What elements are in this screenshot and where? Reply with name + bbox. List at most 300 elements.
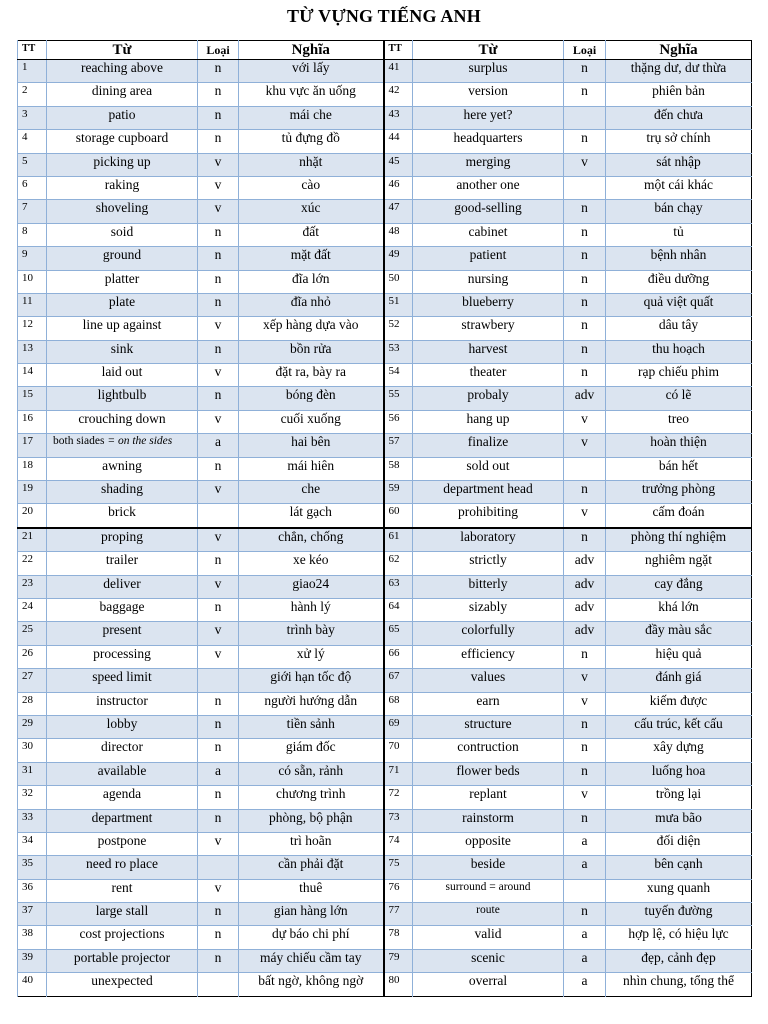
entry-type: v xyxy=(198,176,239,199)
entry-type: n xyxy=(198,903,239,926)
entry-meaning: dự báo chi phí xyxy=(239,926,384,949)
entry-type: v xyxy=(564,410,606,433)
entry-word: processing xyxy=(47,645,198,668)
entry-type: n xyxy=(198,457,239,480)
entry-number: 32 xyxy=(18,786,47,809)
entry-meaning: khu vực ăn uống xyxy=(239,83,384,106)
entry-number: 58 xyxy=(384,457,413,480)
header-type: Loại xyxy=(198,41,239,60)
entry-word: opposite xyxy=(413,832,564,855)
table-header-row xyxy=(18,41,752,60)
entry-type: v xyxy=(198,645,239,668)
entry-meaning: một cái khác xyxy=(606,176,752,199)
entry-meaning: đánh giá xyxy=(606,669,752,692)
entry-word: surround = around xyxy=(413,879,564,902)
table-row xyxy=(18,832,752,855)
entry-type: v xyxy=(564,692,606,715)
entry-meaning: lát gạch xyxy=(239,504,384,528)
entry-meaning: hai bên xyxy=(239,434,384,457)
entry-number: 51 xyxy=(384,293,413,316)
table-row xyxy=(18,856,752,879)
entry-number: 9 xyxy=(18,247,47,270)
entry-number: 33 xyxy=(18,809,47,832)
entry-type: n xyxy=(198,293,239,316)
entry-number: 67 xyxy=(384,669,413,692)
entry-type: adv xyxy=(564,622,606,645)
entry-number: 23 xyxy=(18,575,47,598)
entry-meaning: tiền sảnh xyxy=(239,715,384,738)
entry-word: valid xyxy=(413,926,564,949)
entry-meaning: máy chiếu cầm tay xyxy=(239,949,384,972)
table-row xyxy=(18,879,752,902)
entry-word: plate xyxy=(47,293,198,316)
table-row xyxy=(18,645,752,668)
entry-meaning: giám đốc xyxy=(239,739,384,762)
entry-type: v xyxy=(198,528,239,552)
entry-type: adv xyxy=(564,575,606,598)
entry-meaning: nhìn chung, tổng thể xyxy=(606,973,752,996)
header-word: Từ xyxy=(413,41,564,60)
entry-number: 45 xyxy=(384,153,413,176)
entry-word: sold out xyxy=(413,457,564,480)
entry-meaning: mặt đất xyxy=(239,247,384,270)
entry-type: a xyxy=(198,762,239,785)
entry-meaning: thu hoạch xyxy=(606,340,752,363)
entry-meaning: trình bày xyxy=(239,622,384,645)
entry-word: scenic xyxy=(413,949,564,972)
entry-meaning: đĩa nhỏ xyxy=(239,293,384,316)
entry-type: n xyxy=(564,270,606,293)
entry-type: n xyxy=(564,739,606,762)
entry-type: n xyxy=(564,130,606,153)
table-row xyxy=(18,973,752,996)
entry-word: platter xyxy=(47,270,198,293)
entry-number: 56 xyxy=(384,410,413,433)
entry-word: large stall xyxy=(47,903,198,926)
entry-type: v xyxy=(564,504,606,528)
entry-word: beside xyxy=(413,856,564,879)
entry-type: adv xyxy=(564,598,606,621)
entry-type: n xyxy=(564,223,606,246)
entry-meaning: giao24 xyxy=(239,575,384,598)
header-tt: TT xyxy=(18,41,47,60)
entry-number: 53 xyxy=(384,340,413,363)
entry-word: reaching above xyxy=(47,60,198,83)
entry-word: lobby xyxy=(47,715,198,738)
entry-meaning: giới hạn tốc độ xyxy=(239,669,384,692)
header-tt: TT xyxy=(384,41,413,60)
table-row xyxy=(18,200,752,223)
entry-meaning: bất ngờ, không ngờ xyxy=(239,973,384,996)
entry-number: 20 xyxy=(18,504,47,528)
entry-type: n xyxy=(564,293,606,316)
entry-meaning: đặt ra, bày ra xyxy=(239,364,384,387)
entry-word: storage cupboard xyxy=(47,130,198,153)
entry-type: a xyxy=(564,973,606,996)
entry-number: 74 xyxy=(384,832,413,855)
entry-meaning: phiên bản xyxy=(606,83,752,106)
entry-word: picking up xyxy=(47,153,198,176)
entry-word: structure xyxy=(413,715,564,738)
entry-type: v xyxy=(198,364,239,387)
entry-type: v xyxy=(564,434,606,457)
entry-number: 68 xyxy=(384,692,413,715)
entry-type: n xyxy=(198,130,239,153)
entry-meaning: hiệu quả xyxy=(606,645,752,668)
entry-meaning: dâu tây xyxy=(606,317,752,340)
entry-type xyxy=(198,856,239,879)
entry-type: n xyxy=(564,317,606,340)
entry-word: good-selling xyxy=(413,200,564,223)
entry-meaning: tuyến đường xyxy=(606,903,752,926)
entry-number: 55 xyxy=(384,387,413,410)
entry-number: 24 xyxy=(18,598,47,621)
entry-number: 77 xyxy=(384,903,413,926)
entry-meaning: bệnh nhân xyxy=(606,247,752,270)
entry-type: n xyxy=(198,552,239,575)
entry-word: soid xyxy=(47,223,198,246)
entry-type: n xyxy=(564,83,606,106)
entry-number: 61 xyxy=(384,528,413,552)
entry-word: postpone xyxy=(47,832,198,855)
entry-type: v xyxy=(198,879,239,902)
entry-number: 25 xyxy=(18,622,47,645)
entry-type: n xyxy=(198,247,239,270)
entry-number: 13 xyxy=(18,340,47,363)
entry-type xyxy=(564,879,606,902)
entry-meaning: quả việt quất xyxy=(606,293,752,316)
entry-number: 35 xyxy=(18,856,47,879)
entry-type: v xyxy=(564,153,606,176)
entry-number: 26 xyxy=(18,645,47,668)
table-row xyxy=(18,692,752,715)
entry-word: cost projections xyxy=(47,926,198,949)
entry-word: crouching down xyxy=(47,410,198,433)
entry-type: v xyxy=(198,317,239,340)
entry-type xyxy=(198,669,239,692)
entry-word: here yet? xyxy=(413,106,564,129)
entry-meaning: cay đắng xyxy=(606,575,752,598)
entry-number: 14 xyxy=(18,364,47,387)
entry-meaning: mưa bão xyxy=(606,809,752,832)
entry-meaning: hợp lệ, có hiệu lực xyxy=(606,926,752,949)
entry-number: 27 xyxy=(18,669,47,692)
entry-number: 41 xyxy=(384,60,413,83)
entry-number: 65 xyxy=(384,622,413,645)
entry-meaning: khá lớn xyxy=(606,598,752,621)
entry-type: n xyxy=(198,692,239,715)
header-meaning: Nghĩa xyxy=(606,41,752,60)
entry-word: agenda xyxy=(47,786,198,809)
entry-meaning: xây dựng xyxy=(606,739,752,762)
entry-number: 80 xyxy=(384,973,413,996)
entry-meaning: có sẵn, rảnh xyxy=(239,762,384,785)
entry-number: 43 xyxy=(384,106,413,129)
entry-number: 12 xyxy=(18,317,47,340)
entry-number: 1 xyxy=(18,60,47,83)
entry-number: 7 xyxy=(18,200,47,223)
entry-type: v xyxy=(198,575,239,598)
entry-meaning: bóng đèn xyxy=(239,387,384,410)
entry-number: 29 xyxy=(18,715,47,738)
entry-meaning: cuối xuống xyxy=(239,410,384,433)
entry-meaning: xúc xyxy=(239,200,384,223)
table-row xyxy=(18,739,752,762)
entry-word: route xyxy=(413,903,564,926)
entry-word: available xyxy=(47,762,198,785)
entry-word: replant xyxy=(413,786,564,809)
entry-meaning: luống hoa xyxy=(606,762,752,785)
entry-meaning: cấu trúc, kết cấu xyxy=(606,715,752,738)
entry-type: a xyxy=(564,949,606,972)
entry-word: merging xyxy=(413,153,564,176)
entry-word: flower beds xyxy=(413,762,564,785)
entry-word: strawbery xyxy=(413,317,564,340)
entry-number: 17 xyxy=(18,434,47,457)
entry-meaning: phòng thí nghiệm xyxy=(606,528,752,552)
entry-meaning: đầy màu sắc xyxy=(606,622,752,645)
entry-number: 38 xyxy=(18,926,47,949)
header-type: Loại xyxy=(564,41,606,60)
entry-word: cabinet xyxy=(413,223,564,246)
entry-number: 66 xyxy=(384,645,413,668)
entry-number: 16 xyxy=(18,410,47,433)
entry-meaning: kiếm được xyxy=(606,692,752,715)
entry-meaning: bán hết xyxy=(606,457,752,480)
entry-type: n xyxy=(564,528,606,552)
entry-number: 73 xyxy=(384,809,413,832)
entry-word: rent xyxy=(47,879,198,902)
entry-meaning: đĩa lớn xyxy=(239,270,384,293)
entry-type: v xyxy=(564,786,606,809)
entry-meaning: hoàn thiện xyxy=(606,434,752,457)
entry-number: 63 xyxy=(384,575,413,598)
entry-type: a xyxy=(564,832,606,855)
entry-meaning: chẳn, chống xyxy=(239,528,384,552)
entry-meaning: mái hiên xyxy=(239,457,384,480)
entry-type xyxy=(564,457,606,480)
entry-word: nursing xyxy=(413,270,564,293)
entry-type: n xyxy=(198,60,239,83)
entry-number: 37 xyxy=(18,903,47,926)
entry-number: 49 xyxy=(384,247,413,270)
entry-word: earn xyxy=(413,692,564,715)
entry-word: instructor xyxy=(47,692,198,715)
entry-number: 71 xyxy=(384,762,413,785)
entry-word-text: both siades xyxy=(53,435,105,448)
entry-meaning: rạp chiếu phim xyxy=(606,364,752,387)
entry-meaning: trồng lại xyxy=(606,786,752,809)
entry-type xyxy=(564,106,606,129)
entry-type: v xyxy=(198,622,239,645)
entry-number: 75 xyxy=(384,856,413,879)
table-row xyxy=(18,762,752,785)
entry-word: speed limit xyxy=(47,669,198,692)
entry-type: v xyxy=(564,669,606,692)
entry-word: patio xyxy=(47,106,198,129)
entry-meaning: người hướng dẫn xyxy=(239,692,384,715)
table-row xyxy=(18,903,752,926)
table-row xyxy=(18,528,752,552)
entry-meaning: cào xyxy=(239,176,384,199)
table-row xyxy=(18,715,752,738)
table-row xyxy=(18,83,752,106)
entry-number: 28 xyxy=(18,692,47,715)
entry-number: 34 xyxy=(18,832,47,855)
entry-word: version xyxy=(413,83,564,106)
vocabulary-table xyxy=(17,40,752,997)
table-row xyxy=(18,364,752,387)
entry-number: 18 xyxy=(18,457,47,480)
entry-word: awning xyxy=(47,457,198,480)
entry-meaning: đất xyxy=(239,223,384,246)
entry-word: dining area xyxy=(47,83,198,106)
table-row xyxy=(18,552,752,575)
entry-meaning: phòng, bộ phận xyxy=(239,809,384,832)
table-row xyxy=(18,247,752,270)
entry-word: sink xyxy=(47,340,198,363)
entry-word: shading xyxy=(47,481,198,504)
entry-meaning: đến chưa xyxy=(606,106,752,129)
entry-word: director xyxy=(47,739,198,762)
entry-meaning: hành lý xyxy=(239,598,384,621)
entry-word: proping xyxy=(47,528,198,552)
entry-word: baggage xyxy=(47,598,198,621)
table-row xyxy=(18,926,752,949)
entry-number: 59 xyxy=(384,481,413,504)
table-row xyxy=(18,176,752,199)
entry-meaning: trụ sở chính xyxy=(606,130,752,153)
entry-meaning: che xyxy=(239,481,384,504)
entry-number: 8 xyxy=(18,223,47,246)
entry-word: finalize xyxy=(413,434,564,457)
entry-number: 70 xyxy=(384,739,413,762)
entry-type: adv xyxy=(564,552,606,575)
entry-number: 69 xyxy=(384,715,413,738)
entry-number: 19 xyxy=(18,481,47,504)
entry-meaning: xếp hàng dựa vào xyxy=(239,317,384,340)
entry-word: raking xyxy=(47,176,198,199)
entry-type: n xyxy=(198,270,239,293)
table-row xyxy=(18,669,752,692)
entry-number: 2 xyxy=(18,83,47,106)
entry-number: 72 xyxy=(384,786,413,809)
entry-word: need ro place xyxy=(47,856,198,879)
table-row xyxy=(18,387,752,410)
table-row xyxy=(18,153,752,176)
entry-word: department head xyxy=(413,481,564,504)
entry-number: 50 xyxy=(384,270,413,293)
entry-word: portable projector xyxy=(47,949,198,972)
entry-type: a xyxy=(198,434,239,457)
entry-meaning: nhặt xyxy=(239,153,384,176)
entry-type xyxy=(198,973,239,996)
entry-type: n xyxy=(564,247,606,270)
entry-number: 44 xyxy=(384,130,413,153)
table-row xyxy=(18,106,752,129)
entry-number: 57 xyxy=(384,434,413,457)
entry-type: v xyxy=(198,410,239,433)
entry-number: 62 xyxy=(384,552,413,575)
entry-type: v xyxy=(198,200,239,223)
table-row xyxy=(18,410,752,433)
entry-type: n xyxy=(198,739,239,762)
entry-number: 36 xyxy=(18,879,47,902)
entry-word: lightbulb xyxy=(47,387,198,410)
entry-word: surplus xyxy=(413,60,564,83)
entry-word: unexpected xyxy=(47,973,198,996)
entry-number: 60 xyxy=(384,504,413,528)
entry-type: adv xyxy=(564,387,606,410)
entry-word: shoveling xyxy=(47,200,198,223)
entry-number: 46 xyxy=(384,176,413,199)
header-meaning: Nghĩa xyxy=(239,41,384,60)
entry-word xyxy=(47,434,198,457)
table-row xyxy=(18,317,752,340)
entry-word: present xyxy=(47,622,198,645)
entry-meaning: sát nhập xyxy=(606,153,752,176)
entry-meaning: cần phải đặt xyxy=(239,856,384,879)
entry-meaning: đối diện xyxy=(606,832,752,855)
table-row xyxy=(18,293,752,316)
entry-word: deliver xyxy=(47,575,198,598)
table-row xyxy=(18,340,752,363)
entry-number: 78 xyxy=(384,926,413,949)
entry-word: theater xyxy=(413,364,564,387)
entry-word: department xyxy=(47,809,198,832)
entry-type: n xyxy=(564,645,606,668)
entry-word: contruction xyxy=(413,739,564,762)
entry-type: v xyxy=(198,153,239,176)
entry-number: 30 xyxy=(18,739,47,762)
entry-meaning: có lẽ xyxy=(606,387,752,410)
entry-word: hang up xyxy=(413,410,564,433)
entry-word: colorfully xyxy=(413,622,564,645)
entry-type: n xyxy=(564,903,606,926)
entry-number: 52 xyxy=(384,317,413,340)
entry-number: 31 xyxy=(18,762,47,785)
entry-number: 42 xyxy=(384,83,413,106)
table-row xyxy=(18,223,752,246)
entry-word: probaly xyxy=(413,387,564,410)
entry-type xyxy=(564,176,606,199)
table-row xyxy=(18,949,752,972)
table-row xyxy=(18,809,752,832)
entry-type: n xyxy=(198,809,239,832)
table-row xyxy=(18,575,752,598)
entry-meaning: xung quanh xyxy=(606,879,752,902)
entry-type: n xyxy=(564,340,606,363)
entry-type: n xyxy=(198,106,239,129)
entry-word: trailer xyxy=(47,552,198,575)
entry-type: v xyxy=(198,481,239,504)
entry-word: laboratory xyxy=(413,528,564,552)
entry-number: 10 xyxy=(18,270,47,293)
entry-word-note: = on the sides xyxy=(107,435,173,448)
entry-number: 54 xyxy=(384,364,413,387)
entry-type: n xyxy=(564,809,606,832)
entry-type: n xyxy=(198,387,239,410)
entry-type xyxy=(198,504,239,528)
entry-meaning: gian hàng lớn xyxy=(239,903,384,926)
entry-meaning: bán chạy xyxy=(606,200,752,223)
entry-type: n xyxy=(198,340,239,363)
entry-number: 15 xyxy=(18,387,47,410)
entry-number: 4 xyxy=(18,130,47,153)
entry-number: 22 xyxy=(18,552,47,575)
entry-word: efficiency xyxy=(413,645,564,668)
entry-meaning: nghiêm ngặt xyxy=(606,552,752,575)
